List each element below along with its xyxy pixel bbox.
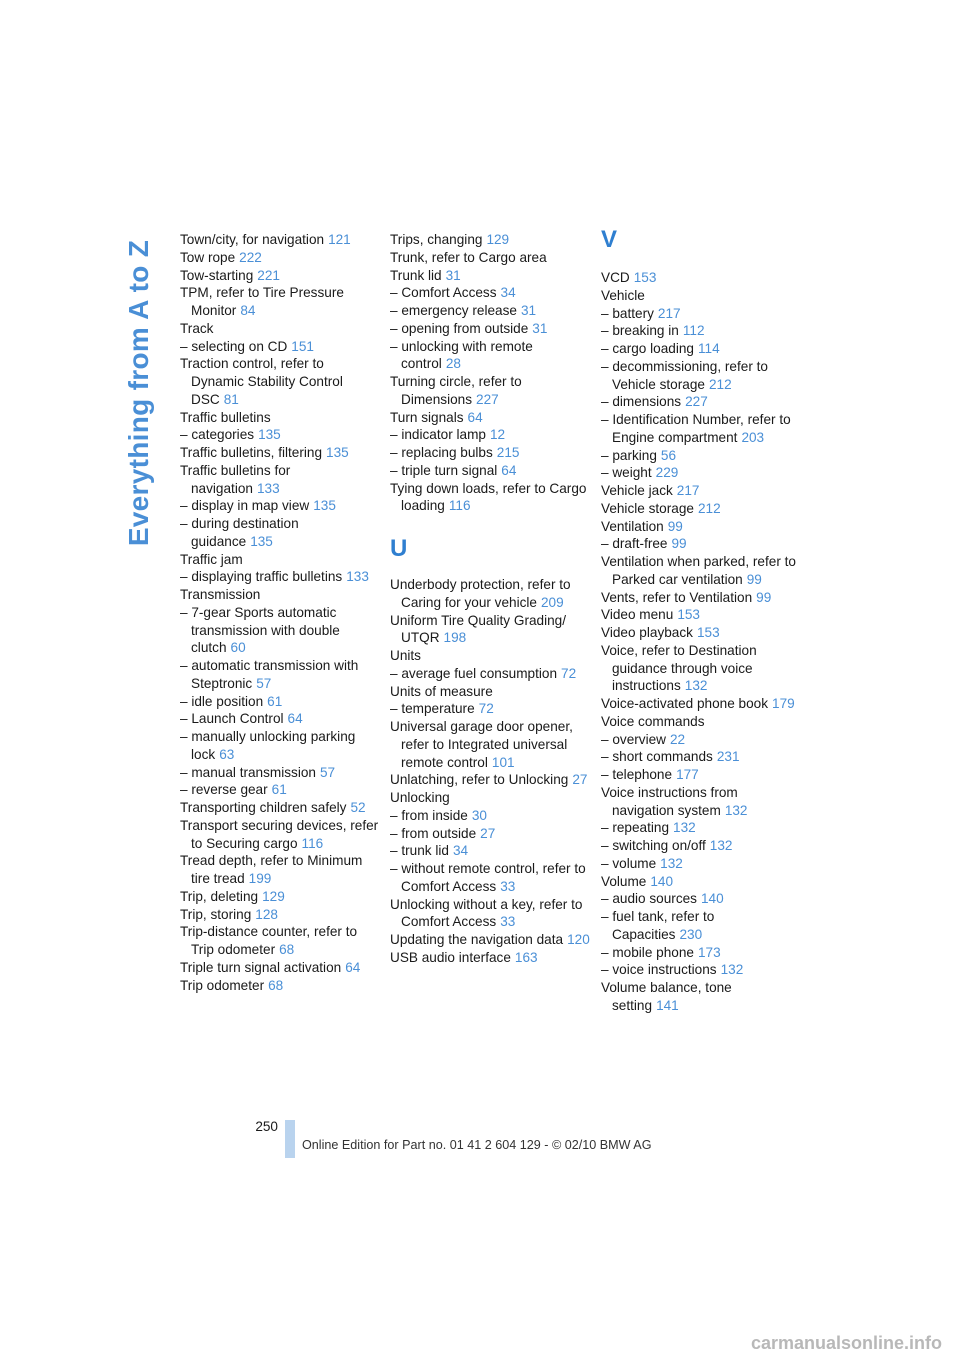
index-page-link[interactable]: 99 [746,571,762,587]
index-entry [601,553,801,589]
index-entry [180,852,380,888]
index-page-link[interactable]: 135 [326,445,349,460]
index-column-3 [601,226,801,1015]
index-page-link[interactable]: 116 [448,498,471,514]
index-entry-text: – automatic transmission with Steptronic [180,658,359,691]
index-entry [180,355,380,408]
index-page-link[interactable]: 63 [219,746,235,762]
index-entry-text: – Identification Number, refer to Engine compartment [601,412,791,445]
index-entry-text: Voice-activated phone book [601,696,769,711]
index-entry [180,604,380,657]
index-entry-text: – Comfort Access [390,285,497,301]
index-page-link[interactable]: 140 [700,891,724,907]
index-page-link[interactable]: 212 [708,376,732,392]
index-page-link[interactable]: 22 [669,731,686,747]
index-entry-text: Track [180,320,214,336]
index-page-link[interactable]: 57 [256,675,272,691]
index-entry [601,411,801,447]
index-page-link[interactable]: 120 [567,932,590,947]
index-entry-text: Unlocking [390,790,450,805]
index-entry-text: Triple turn signal activation [180,959,342,975]
index-page-link[interactable]: 129 [486,232,510,247]
index-page-link[interactable]: 132 [709,838,733,853]
index-page-link[interactable]: 129 [262,888,285,904]
index-page-link[interactable]: 60 [230,640,246,656]
index-entry [180,977,380,995]
index-entry [601,819,801,837]
index-page-link[interactable]: 84 [240,303,256,318]
index-page-link[interactable]: 227 [685,394,708,410]
index-entry-text: – without remote control, refer to Comfort Access [390,861,586,894]
index-entry [601,695,801,713]
index-entry [390,860,590,896]
index-entry-text: Turning circle, refer to Dimensions [390,374,522,407]
index-entry-text: – switching on/off [601,838,706,853]
index-entry [601,287,801,305]
index-entry-text: Vehicle jack [601,483,673,498]
index-entry [601,890,801,908]
index-column-2 [390,231,590,967]
index-page-link[interactable]: 31 [532,320,548,336]
index-entry [601,766,801,784]
index-entry [180,462,380,498]
index-page-link[interactable]: 227 [476,391,499,407]
index-page-link[interactable]: 112 [682,323,705,339]
index-page-link[interactable]: 217 [657,305,681,321]
index-entry [390,373,590,409]
index-entry-text: – weight [601,465,652,481]
index-page-link[interactable]: 27 [480,825,496,841]
index-entry [390,284,590,302]
index-page-link[interactable]: 133 [346,569,369,585]
index-entry-text: – average fuel consumption [390,665,558,681]
index-entry [601,482,801,500]
index-entry-text: Unlocking without a key, refer to Comfort Access [390,896,583,930]
index-entry [390,949,590,967]
index-entry-text: Voice, refer to Destination guidance through voice instructions [601,642,757,694]
index-entry [180,551,380,569]
index-entry-text: – breaking in [601,323,679,339]
index-entry-text: Tow rope [180,249,236,265]
index-page-link[interactable]: 101 [491,754,515,770]
index-entry-text: – dimensions [601,394,682,410]
index-entry-text: VCD [601,270,630,285]
index-entry [601,624,801,642]
index-entry-text: – Launch Control [180,711,284,727]
index-entry-text: Video playback [601,625,693,640]
index-entry-text: – draft-free [601,536,668,552]
index-page-link[interactable]: 153 [677,607,700,623]
index-entry-text: Traffic bulletins for navigation [180,462,291,496]
index-entry-text: – voice instructions [601,962,717,978]
index-entry-text: – emergency release [390,303,517,318]
index-entry-text: – from outside [390,825,477,841]
index-entry-text: Voice commands [601,713,705,729]
index-entry-text: Ventilation when parked, refer to Parked car ventilation [601,554,796,587]
index-entry-text: – display in map view [180,498,310,514]
index-entry-text: – overview [601,731,666,747]
index-entry [601,269,801,287]
index-entry [601,713,801,731]
index-entry-text: Transmission [180,587,261,602]
index-page-link[interactable]: 68 [268,977,284,993]
index-entry-text: – from inside [390,807,468,823]
index-entry [390,896,590,932]
index-page-link[interactable]: 132 [724,802,748,818]
index-page-link[interactable]: 198 [443,630,467,646]
index-entry [390,612,590,648]
index-page-link[interactable]: 99 [756,589,772,605]
index-entry [180,249,380,267]
index-entry-text: – unlocking with remote control [390,338,533,372]
index-page-link[interactable]: 135 [250,533,273,549]
index-entry [390,338,590,374]
index-page-link[interactable]: 153 [696,625,720,640]
index-page-link[interactable]: 72 [561,665,577,681]
index-page-link[interactable]: 33 [500,878,516,894]
index-entry [180,568,380,586]
index-entry-text: Traffic bulletins [180,409,271,425]
index-entry-text: Vents, refer to Ventilation [601,589,753,605]
index-entry [390,231,590,249]
index-entry-text: – trunk lid [390,843,449,859]
index-page-link[interactable]: 133 [256,480,280,496]
index-entry [390,320,590,338]
index-page-link[interactable]: 30 [471,807,487,823]
index-entry [390,771,590,789]
index-entry [180,710,380,728]
index-entry-text: – during destination guidance [180,516,299,549]
index-entry-text: Trip odometer [180,977,265,993]
footer-accent-bar [285,1120,295,1158]
index-page-link[interactable]: 199 [248,871,272,886]
index-entry [601,748,801,766]
index-entry [390,249,590,267]
index-page-link[interactable]: 132 [673,820,696,836]
index-entry [180,267,380,285]
index-entry [180,888,380,906]
index-entry [180,515,380,551]
footer-edition-note: Online Edition for Part no. 01 41 2 604 129 - © 02/10 BMW AG [302,1138,652,1152]
index-page-link[interactable]: 203 [741,429,765,445]
index-entry [180,764,380,782]
index-entry-text: Town/city, for navigation [180,232,325,247]
index-entry [180,657,380,693]
index-entry [180,799,380,817]
index-entry [390,718,590,771]
side-section-title [118,228,160,558]
index-entry-text: Trip, deleting [180,888,259,904]
index-page-link[interactable]: 177 [676,767,699,782]
index-page-link[interactable]: 33 [500,914,516,930]
index-entry-text: Traffic jam [180,551,243,567]
index-entry-text: – opening from outside [390,320,529,336]
index-entry [601,535,801,553]
index-entry [601,731,801,749]
index-entry [390,409,590,427]
index-entry [180,338,380,356]
index-entry-text: Trunk lid [390,267,442,283]
index-entry [390,647,590,665]
index-entry [180,923,380,959]
index-entry [601,908,801,944]
index-entry [601,322,801,340]
index-entry [390,576,590,612]
index-entry [390,683,590,701]
index-entry-text: – manually unlocking parking lock [180,729,356,762]
index-entry [601,500,801,518]
index-entry [601,518,801,536]
index-entry-text: Trunk, refer to Cargo area [390,249,547,265]
index-entry [180,693,380,711]
watermark: carmanualsonline.info [750,1333,942,1353]
index-entry-text: Transport securing devices, refer to Securing cargo [180,817,379,851]
index-entry [180,906,380,924]
index-entry [390,825,590,843]
index-page-link[interactable]: 27 [572,772,588,788]
index-page-link[interactable]: 209 [541,594,564,610]
index-page-link[interactable]: 132 [684,678,708,694]
index-entry-text: Units of measure [390,683,493,699]
index-entry [601,944,801,962]
index-entry [601,358,801,394]
index-entry [601,784,801,820]
index-page-link[interactable]: 99 [667,518,683,534]
index-entry-text: – manual transmission [180,764,316,780]
index-entry [601,305,801,323]
index-page-link[interactable]: 212 [697,500,721,516]
index-entry [180,426,380,444]
index-entry [390,462,590,480]
index-entry [390,665,590,683]
index-entry-text: TPM, refer to Tire Pressure Monitor [180,285,344,318]
index-letter-heading: V [601,226,618,253]
index-entry-text: Traction control, refer to Dynamic Stability Control DSC [180,356,343,407]
index-entry [390,426,590,444]
index-page-link[interactable]: 12 [489,427,506,443]
index-page-link[interactable]: 132 [720,962,744,978]
index-entry-text: Voice instructions from navigation system [601,784,738,818]
index-entry [180,284,380,320]
index-page-link[interactable]: 56 [660,447,677,463]
index-entry [390,302,590,320]
index-entry-text: Transporting children safely [180,800,347,815]
index-page-link[interactable]: 64 [467,409,483,425]
index-entry-text: Uniform Tire Quality Grading/ UTQR [390,612,567,646]
index-entry [180,231,380,249]
index-entry [180,586,380,604]
index-page-link[interactable]: 128 [255,906,278,922]
index-page-link[interactable]: 135 [258,427,281,443]
index-entry-text: – reverse gear [180,782,268,798]
index-entry-text: – fuel tank, refer to Capacities [601,909,715,942]
index-entry-text: – idle position [180,693,264,709]
index-page-link[interactable]: 52 [350,800,366,815]
index-entry-text: Unlatching, refer to Unlocking [390,772,569,788]
index-entry-text: – telephone [601,767,673,782]
side-section-title-text: Everything from A to Z [123,239,155,547]
index-column-1 [180,231,380,994]
index-entry-text: – short commands [601,749,713,765]
index-entry-text: – repeating [601,820,670,836]
index-entry-text: Tying down loads, refer to Cargo loading [390,480,587,514]
index-entry-text: – displaying traffic bulletins [180,569,343,585]
index-entry-text: Underbody protection, refer to Caring for your vehicle [390,577,571,610]
index-entry [601,837,801,855]
index-page-link[interactable]: 163 [514,949,538,965]
index-page-link[interactable]: 68 [279,942,295,957]
index-page-link[interactable]: 61 [267,693,283,709]
index-page-link[interactable]: 215 [496,445,520,460]
index-entry-text: – replacing bulbs [390,445,493,460]
index-entry [390,807,590,825]
index-page-link[interactable]: 222 [239,249,262,265]
index-page-link[interactable]: 81 [223,391,239,407]
index-entry [390,931,590,949]
index-page-link[interactable]: 179 [772,696,795,711]
index-page-link[interactable]: 61 [271,782,287,798]
index-entry-text: Traffic bulletins, filtering [180,445,323,460]
index-entry-text: Updating the navigation data [390,932,564,947]
index-entry-text: – indicator lamp [390,427,486,443]
index-entry-text: Volume balance, tone setting [601,980,732,1013]
index-page-link[interactable]: 57 [320,764,336,780]
index-page-link[interactable]: 116 [301,835,324,851]
index-entry-text: Ventilation [601,518,664,534]
index-entry [601,393,801,411]
index-letter-heading: U [390,535,408,562]
index-entry [601,464,801,482]
index-entry [180,320,380,338]
index-page-link[interactable]: 140 [650,873,674,889]
index-entry [601,642,801,695]
index-entry-text: – triple turn signal [390,462,498,478]
index-entry-text: Tread depth, refer to Minimum tire tread [180,853,363,886]
index-entry [601,606,801,624]
index-entry-text: – battery [601,305,654,321]
index-page-link[interactable]: 229 [655,465,679,481]
index-entry-text: Units [390,648,421,663]
index-entry-text: Turn signals [390,409,464,425]
index-entry [180,817,380,853]
index-page-link[interactable]: 64 [501,462,517,478]
index-page-link[interactable]: 121 [328,232,351,247]
index-page-link[interactable]: 31 [445,267,461,283]
index-entry [601,979,801,1015]
index-entry [601,961,801,979]
index-entry [180,728,380,764]
index-page-link[interactable]: 34 [452,843,469,859]
index-entry-text: – cargo loading [601,341,694,356]
index-page-link[interactable]: 114 [697,341,720,356]
index-entry-text: – volume [601,855,657,871]
index-entry-text: Trip-distance counter, refer to Trip odometer [180,924,358,957]
index-page-link[interactable]: 72 [478,701,494,717]
index-entry [390,842,590,860]
index-entry [180,409,380,427]
index-page-link[interactable]: 231 [716,749,740,765]
index-entry [180,497,380,515]
index-page-link[interactable]: 64 [345,959,361,975]
index-page-link[interactable]: 132 [660,855,683,871]
index-entry-text: – audio sources [601,891,697,907]
index-entry-text: Trips, changing [390,232,483,247]
index-page-link[interactable]: 141 [656,997,679,1013]
index-entry-text: – 7-gear Sports automatic transmission with double clutch [180,604,340,656]
index-entry [180,444,380,462]
index-page-link[interactable]: 28 [445,356,461,372]
index-entry-text: – categories [180,427,255,443]
index-entry [180,781,380,799]
index-entry-text: – selecting on CD [180,338,288,354]
index-page-link[interactable]: 151 [291,338,314,354]
index-entry-text: Vehicle [601,287,645,303]
index-entry-text: Trip, storing [180,906,252,922]
index-entry [180,959,380,977]
index-page-link[interactable]: 173 [697,944,721,960]
index-entry-text: Universal garage door opener, refer to Integrated universal remote control [390,719,573,770]
index-entry-text: Vehicle storage [601,500,694,516]
index-page-link[interactable]: 153 [633,270,657,285]
index-entry-text: Volume [601,873,647,889]
index-entry [390,700,590,718]
index-page-link[interactable]: 99 [671,536,687,552]
index-entry [601,873,801,891]
index-entry-text: USB audio interface [390,949,511,965]
index-entry [390,480,590,516]
index-entry [601,589,801,607]
index-entry-text: – temperature [390,701,475,717]
index-page-link[interactable]: 217 [676,483,700,498]
page-number: 250 [255,1119,278,1134]
index-entry [601,447,801,465]
index-entry [390,267,590,285]
index-entry [601,855,801,873]
index-page-link[interactable]: 34 [500,285,516,301]
index-entry-text: Tow-starting [180,267,254,283]
index-entry [390,789,590,807]
index-entry [390,444,590,462]
index-entry-text: – parking [601,447,657,463]
index-entry-text: Video menu [601,607,674,623]
index-entry-text: – decommissioning, refer to Vehicle storage [601,358,768,392]
index-entry [601,340,801,358]
index-page-link[interactable]: 221 [257,267,280,283]
index-page-link[interactable]: 31 [520,303,537,318]
index-page-link[interactable]: 230 [679,926,703,942]
index-page-link[interactable]: 64 [287,711,303,727]
index-entry-text: – mobile phone [601,944,694,960]
index-page-link[interactable]: 135 [313,498,336,514]
